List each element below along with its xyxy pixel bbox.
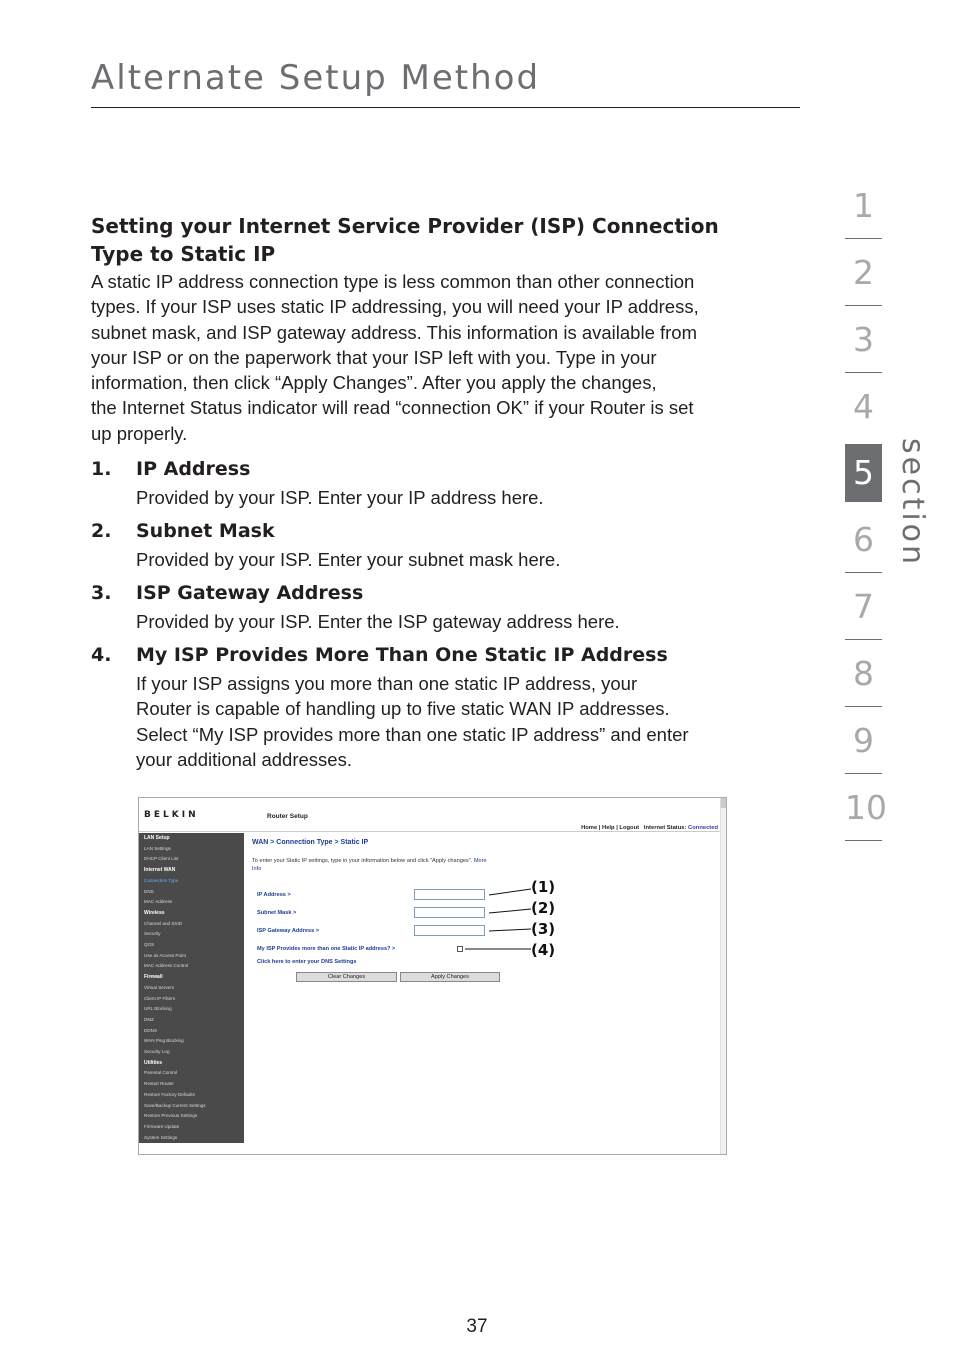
sidebar-item[interactable]: DHCP Client List: [144, 856, 179, 862]
sidebar-item[interactable]: Client IP Filters: [144, 995, 176, 1001]
multi-ip-label: My ISP Provides more than one Static IP address? >: [257, 946, 396, 952]
sidebar-item[interactable]: Restore Factory Defaults: [144, 1091, 195, 1097]
item-desc: Provided by your ISP. Enter your IP address here.: [136, 487, 544, 508]
item-desc: If your ISP assigns you more than one static IP address, your: [136, 673, 638, 694]
sidebar-item[interactable]: WAN Ping Blocking: [144, 1038, 184, 1044]
item-title: My ISP Provides More Than One Static IP Address: [136, 644, 668, 666]
sidebar-heading: LAN Setup: [144, 835, 170, 841]
sidebar-item[interactable]: Restart Router: [144, 1081, 174, 1087]
sidebar-item[interactable]: Parental Control: [144, 1070, 178, 1076]
section-divider: [845, 773, 882, 774]
page-number: 37: [466, 1316, 488, 1337]
sidebar-heading: Wireless: [144, 909, 165, 916]
section-tab-10[interactable]: 10: [845, 788, 887, 827]
section-divider: [845, 238, 882, 239]
section-tab-4[interactable]: 4: [853, 387, 874, 426]
router-screenshot: [138, 797, 727, 1155]
item-desc: Select “My ISP provides more than one static IP address” and enter: [136, 723, 689, 745]
sidebar-heading: Firewall: [144, 974, 163, 981]
sidebar-item[interactable]: Restore Previous Settings: [144, 1113, 198, 1119]
section-tab-8[interactable]: 8: [853, 654, 874, 693]
callout-1: (1): [531, 878, 556, 896]
item-desc: Provided by your ISP. Enter your subnet mask here.: [136, 549, 561, 570]
callout-line-2: [489, 909, 531, 913]
page-title: Alternate Setup Method: [91, 58, 541, 98]
sidebar-item[interactable]: QOS: [144, 942, 155, 947]
internet-status-value: Connected: [688, 825, 718, 831]
item-title: IP Address: [136, 458, 251, 480]
callout-line-1: [489, 889, 531, 895]
sidebar-item[interactable]: DDNS: [144, 1027, 158, 1033]
sidebar-item[interactable]: MAC Address Control: [144, 963, 189, 969]
sidebar-item[interactable]: MAC Address: [144, 899, 173, 905]
clear-changes-button[interactable]: Clear Changes: [296, 972, 397, 982]
item-desc: your additional addresses.: [136, 748, 352, 770]
section-divider: [845, 639, 882, 640]
home-link[interactable]: Home: [581, 825, 598, 831]
dns-settings-link[interactable]: Click here to enter your DNS Settings: [257, 959, 357, 965]
instructions-body: To enter your Static IP settings, type in your information below and click "Apply changes".: [252, 858, 473, 864]
sidebar-item[interactable]: LAN Settings: [144, 845, 171, 851]
intro-line: up properly.: [91, 422, 188, 444]
section-tab-9[interactable]: 9: [853, 721, 874, 760]
callout-3: (3): [531, 920, 556, 938]
sidebar-item[interactable]: DNS: [144, 888, 154, 894]
sidebar-item[interactable]: Save/Backup Current Settings: [144, 1102, 206, 1108]
sidebar-item[interactable]: Channel and SSID: [144, 920, 183, 926]
sidebar-item[interactable]: DMZ: [144, 1016, 154, 1022]
callout-2: (2): [531, 899, 556, 917]
help-link[interactable]: Help: [602, 825, 615, 831]
section-divider: [845, 840, 882, 841]
section-heading: [91, 212, 771, 268]
section-tab-5[interactable]: 5: [845, 444, 882, 502]
section-heading-line1: Setting your Internet Service Provider (ISP) Connection: [91, 214, 719, 238]
breadcrumb: WAN > Connection Type > Static IP: [252, 839, 369, 846]
intro-line: A static IP address connection type is less common than other connection: [91, 271, 695, 292]
callout-line-3: [489, 929, 531, 931]
internet-status-label: Internet Status:: [643, 825, 687, 831]
intro-line: subnet mask, and ISP gateway address. This information is available from: [91, 321, 698, 343]
section-divider: [845, 305, 882, 306]
sidebar-item[interactable]: Security Log: [144, 1049, 170, 1054]
item-number: 2.: [91, 520, 112, 542]
intro-line: types. If your ISP uses static IP addressing, you will need your IP address,: [91, 296, 699, 318]
section-tab-2[interactable]: 2: [853, 253, 874, 292]
subnet-mask-label: Subnet Mask >: [257, 910, 297, 916]
item-title: Subnet Mask: [136, 520, 275, 542]
sidebar-item[interactable]: Virtual Servers: [144, 984, 175, 990]
logout-link[interactable]: Logout: [619, 825, 640, 831]
item-number: 1.: [91, 458, 112, 480]
intro-line: your ISP or on the paperwork that your ISP left with you. Type in your: [91, 346, 657, 368]
section-tab-1[interactable]: 1: [853, 186, 874, 225]
title-rule: [91, 107, 800, 108]
section-tab-7[interactable]: 7: [853, 587, 874, 626]
sidebar-heading: Internet WAN: [144, 867, 176, 874]
section-tab-6[interactable]: 6: [853, 520, 874, 559]
item-desc: Router is capable of handling up to five static WAN IP addresses.: [136, 698, 670, 720]
section-heading-line2: Type to Static IP: [91, 242, 276, 266]
ip-address-label: IP Address >: [257, 892, 291, 898]
section-divider: [845, 706, 882, 707]
item-number: 3.: [91, 582, 112, 604]
item-title: ISP Gateway Address: [136, 582, 364, 604]
section-label: [878, 438, 938, 568]
callout-lines: [139, 798, 727, 1155]
item-number: 4.: [91, 644, 112, 666]
more-info-link[interactable]: More: [473, 858, 487, 864]
section-divider: [845, 372, 882, 373]
sidebar-item[interactable]: Firmware Update: [144, 1123, 180, 1129]
router-topnav: Home | Help | Logout Internet Status: Connected: [581, 825, 718, 831]
intro-line: the Internet Status indicator will read “connection OK” if your Router is set: [91, 397, 694, 419]
sidebar-item[interactable]: Use as Access Point: [144, 952, 186, 958]
callout-4: (4): [531, 941, 556, 959]
sidebar-item[interactable]: System Settings: [144, 1134, 178, 1140]
apply-changes-button[interactable]: Apply Changes: [400, 972, 500, 982]
sidebar-item[interactable]: Security: [144, 931, 161, 937]
section-tab-3[interactable]: 3: [853, 320, 874, 359]
sidebar-heading: Utilities: [144, 1059, 163, 1066]
gateway-label: ISP Gateway Address >: [257, 928, 320, 934]
item-desc: Provided by your ISP. Enter the ISP gateway address here.: [136, 611, 620, 632]
intro-paragraph: [91, 269, 781, 446]
belkin-logo: BELKIN: [144, 810, 199, 820]
section-divider: [845, 572, 882, 573]
intro-line: information, then click “Apply Changes”. After you apply the changes,: [91, 372, 657, 394]
sidebar-item[interactable]: Connection Type: [144, 877, 179, 883]
more-info-link-info[interactable]: Info: [252, 866, 262, 872]
sidebar-item[interactable]: URL Blocking: [144, 1006, 172, 1012]
section-label-text: section: [895, 438, 930, 568]
router-setup-title: Router Setup: [267, 813, 308, 820]
